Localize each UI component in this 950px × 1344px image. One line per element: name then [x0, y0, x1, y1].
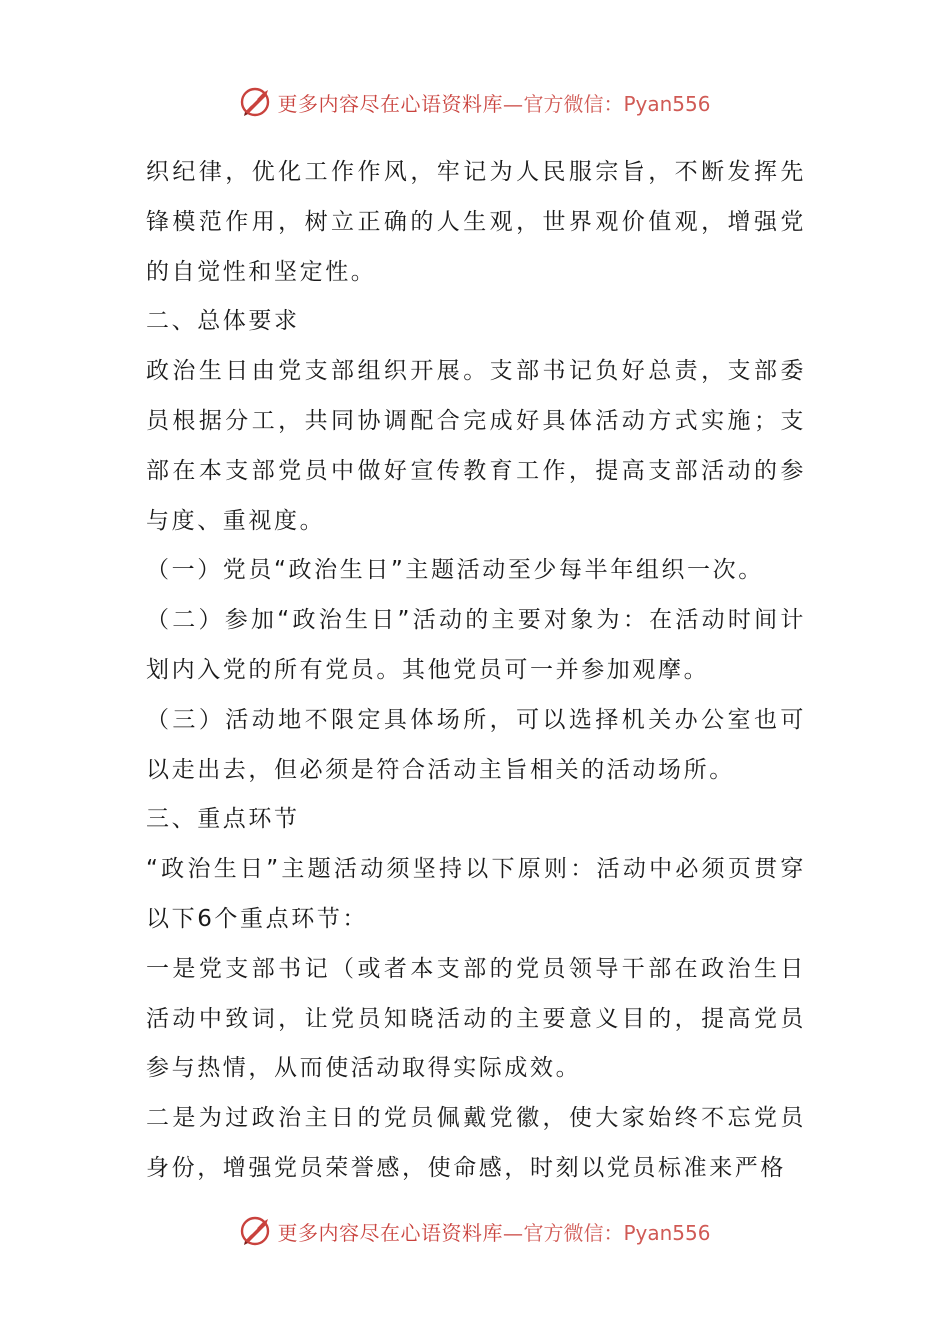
watermark-main-text: 更多内容尽在心语资料库: [277, 1220, 503, 1245]
watermark-main-text: 更多内容尽在心语资料库: [277, 91, 503, 116]
watermark-separator: —: [502, 91, 524, 116]
pen-logo-icon: [239, 85, 273, 119]
watermark-separator: —: [502, 1220, 524, 1245]
body-paragraph: 政治生日由党支部组织开展。支部书记负好总责，支部委员根据分工，共同协调配合完成好具体活动方式实施；支部在本支部党员中做好宣传教育工作，提高支部活动的参与度、重视度。: [146, 358, 806, 534]
watermark-wechat-text: 官方微信：Pyan556: [523, 1220, 711, 1245]
pen-logo-icon: [239, 1214, 273, 1248]
watermark-text: [277, 88, 710, 117]
document-body: [146, 148, 806, 1194]
body-paragraph: 织纪律，优化工作作风，牢记为人民服宗旨，不断发挥先锋模范作用，树立正确的人生观，世界观价值观，增强党的自觉性和坚定性。: [146, 159, 806, 285]
section-heading: 三、重点环节: [146, 806, 300, 833]
body-paragraph: 一是党支部书记（或者本支部的党员领导干部在政治生日活动中致词，让党员知晓活动的主要意义目的，提高党员参与热情，从而使活动取得实际成效。: [146, 955, 806, 1082]
list-item: （一）党员“政治生日”主题活动至少每半年组织一次。: [146, 557, 764, 584]
list-item: （三）活动地不限定具体场所，可以选择机关办公室也可以走出去，但必须是符合活动主旨相关的活动场所。: [146, 706, 806, 783]
section-heading: 二、总体要求: [146, 308, 300, 335]
watermark-wechat-text: 官方微信：Pyan556: [523, 91, 711, 116]
list-item: （二）参加“政治生日”活动的主要对象为：在活动时间计划内入党的所有党员。其他党员可一并参加观摩。: [146, 607, 806, 683]
footer-watermark-banner: [0, 1211, 950, 1251]
body-paragraph: “政治生日”主题活动须坚持以下原则：活动中必须页贯穿以下6个重点环节：: [146, 856, 806, 932]
body-paragraph: 二是为过政治主日的党员佩戴党徽，使大家始终不忘党员身份，增强党员荣誉感，使命感，时刻以党员标准来严格: [146, 1105, 806, 1181]
watermark-text: [277, 1217, 710, 1246]
header-watermark-banner: [0, 82, 950, 122]
